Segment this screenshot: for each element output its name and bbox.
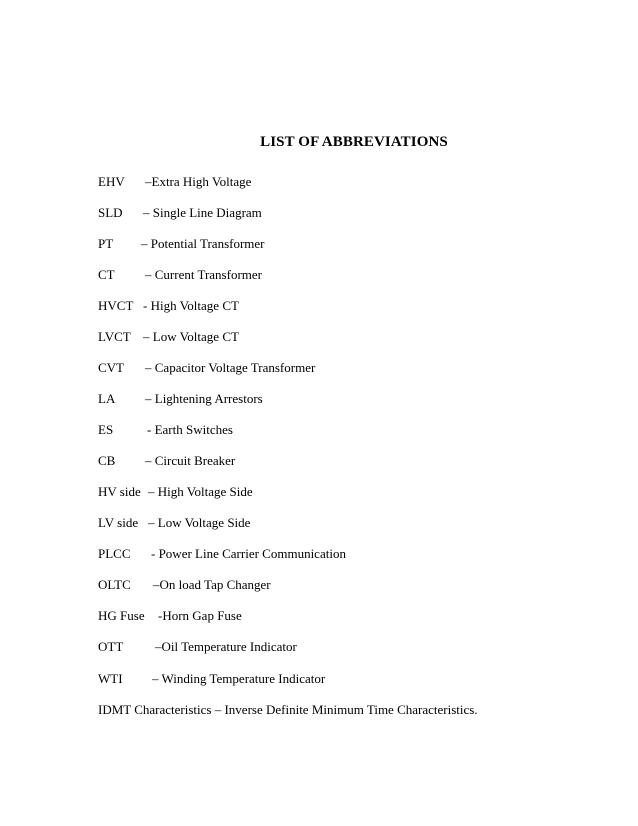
abbreviation-definition: – Capacitor Voltage Transformer [145,360,316,375]
abbreviation-definition: – Low Voltage CT [143,329,239,344]
abbreviation-term: WTI [98,671,123,686]
abbreviation-term: HVCT [98,298,134,313]
abbreviation-entry-final: IDMT Characteristics – Inverse Definite Minimum Time Characteristics. [98,702,478,717]
abbreviation-term: OTT [98,639,124,654]
abbreviation-term: CT [98,267,115,282]
abbreviation-definition: – High Voltage Side [148,484,253,499]
abbreviation-term: EHV [98,174,125,189]
abbreviation-term: OLTC [98,577,131,592]
abbreviation-term: ES [98,422,114,437]
abbreviation-term: CB [98,453,116,468]
abbreviation-definition: - Earth Switches [147,422,233,437]
abbreviation-definition: - Power Line Carrier Communication [151,546,346,561]
abbreviation-term: CVT [98,360,124,375]
abbreviation-definition: – Lightening Arrestors [145,391,263,406]
abbreviation-definition: – Low Voltage Side [148,515,251,530]
abbreviation-term: HG Fuse [98,608,145,623]
abbreviation-definition: –On load Tap Changer [153,577,271,592]
abbreviation-term: LV side [98,515,139,530]
abbreviation-definition: – Single Line Diagram [143,205,262,220]
page-title: LIST OF ABBREVIATIONS [260,134,448,150]
abbreviation-term: SLD [98,205,123,220]
abbreviation-definition: - High Voltage CT [143,298,239,313]
abbreviation-term: HV side [98,484,141,499]
abbreviation-term: LVCT [98,329,131,344]
abbreviation-definition: – Potential Transformer [141,236,265,251]
abbreviation-term: LA [98,391,116,406]
abbreviation-definition: – Current Transformer [145,267,262,282]
abbreviation-term: PT [98,236,114,251]
abbreviation-definition: – Circuit Breaker [145,453,236,468]
abbreviation-term: PLCC [98,546,131,561]
abbreviation-definition: –Oil Temperature Indicator [155,639,297,654]
abbreviation-definition: -Horn Gap Fuse [158,608,242,623]
abbreviation-definition: –Extra High Voltage [145,174,252,189]
abbreviation-definition: – Winding Temperature Indicator [152,671,326,686]
